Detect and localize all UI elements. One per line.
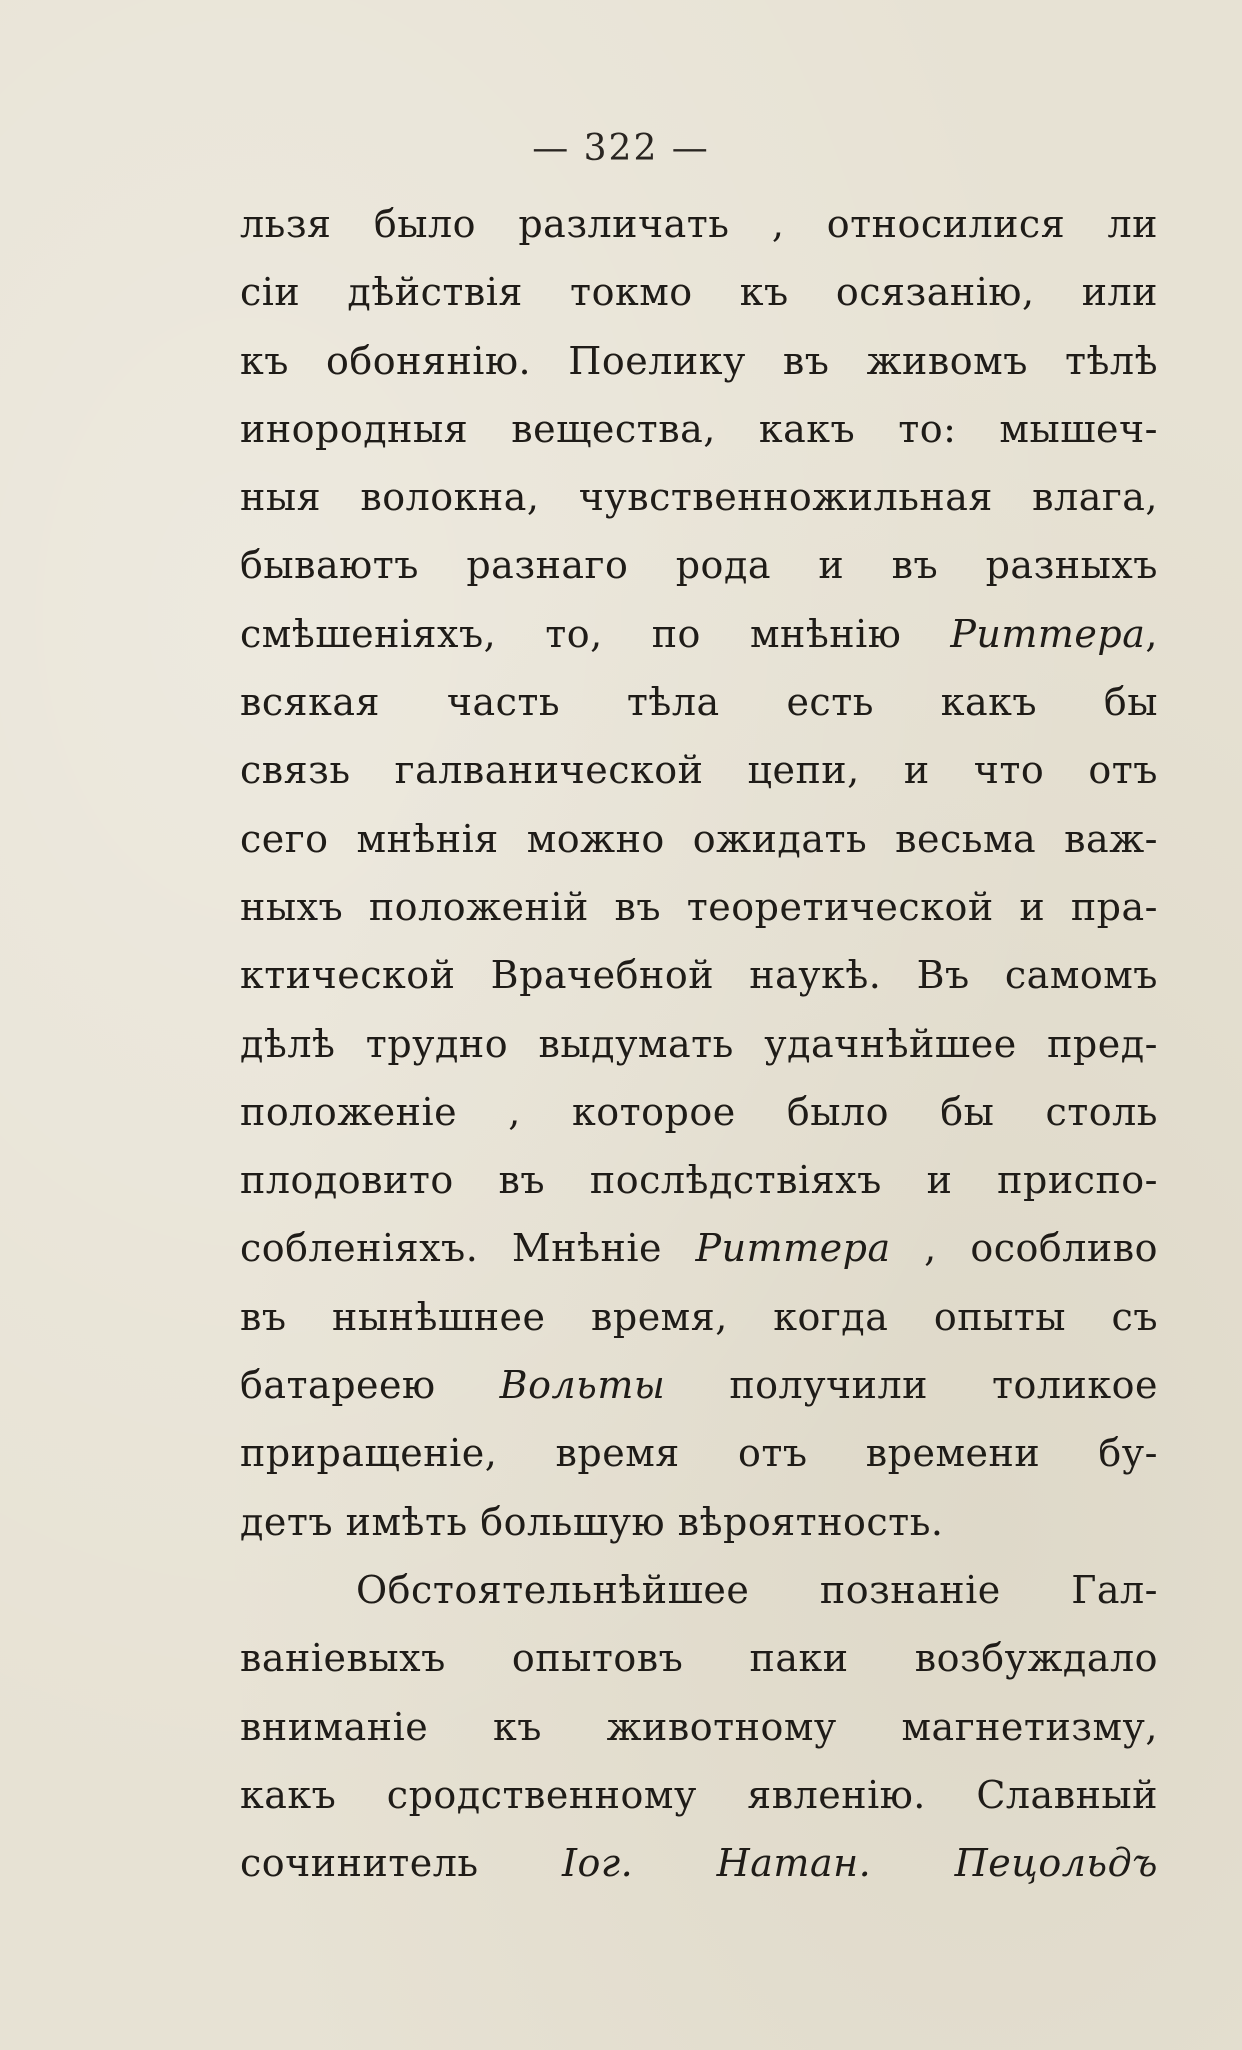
text-line (240, 1488, 1158, 1556)
text-line (240, 1146, 1158, 1214)
text-segment: ктической Врачебной наукѣ. Въ самомъ (240, 953, 1158, 998)
italic-name: Пецольдъ (954, 1841, 1158, 1886)
italic-name: Натан. (716, 1841, 872, 1886)
text-line (240, 1010, 1158, 1078)
text-segment: бываютъ разнаго рода и въ разныхъ (240, 543, 1158, 588)
text-segment: сочинитель (240, 1841, 563, 1886)
text-line (240, 531, 1158, 599)
text-segment: вниманіе къ животному магнетизму, (240, 1704, 1158, 1749)
text-line (240, 736, 1158, 804)
text-line (240, 1283, 1158, 1351)
text-segment: собленіяхъ. Мнѣніе (240, 1226, 696, 1271)
text-segment (871, 1841, 954, 1885)
text-line (240, 873, 1158, 941)
text-line (240, 600, 1158, 668)
italic-name: Риттера (695, 1226, 891, 1271)
text-segment: детъ имѣть большую вѣроятность. (240, 1499, 944, 1544)
text-line (240, 190, 1158, 258)
text-line (240, 258, 1158, 326)
text-line (240, 1556, 1158, 1624)
text-segment (633, 1841, 716, 1885)
text-segment: положеніе , которое было бы столь (240, 1089, 1158, 1134)
text-segment: льзя было различать , относилися ли (240, 202, 1158, 246)
page-number: — 322 — (532, 128, 710, 169)
text-segment: ваніевыхъ опытовъ паки возбуждало (240, 1636, 1158, 1681)
text-segment: сіи дѣйствія токмо къ осязанію, или (240, 270, 1158, 315)
text-line (240, 1078, 1158, 1146)
text-segment: какъ сродственному явленію. Славный (240, 1772, 1158, 1817)
text-line (240, 1829, 1158, 1897)
text-line (240, 1761, 1158, 1829)
text-line (240, 1419, 1158, 1487)
text-segment: сего мнѣнія можно ожидать весьма важ- (240, 816, 1158, 861)
text-segment: смѣшеніяхъ, то, по мнѣнію (240, 611, 951, 656)
body-text (240, 190, 1158, 1897)
text-segment: получили толикое (665, 1363, 1158, 1408)
text-segment: плодовито въ послѣдствіяхъ и приспо- (240, 1158, 1158, 1203)
text-segment: приращеніе, время отъ времени бу- (240, 1431, 1158, 1476)
italic-name: Іог. (562, 1841, 634, 1886)
text-segment: связь галванической цепи, и что отъ (240, 748, 1158, 793)
text-line (240, 1693, 1158, 1761)
text-segment: ныхъ положеній въ теоретической и пра- (240, 884, 1158, 929)
text-segment: , (1145, 611, 1158, 656)
text-line (240, 805, 1158, 873)
text-line (240, 1214, 1158, 1282)
text-segment: батареею (240, 1363, 500, 1408)
text-segment: ныя волокна, чувственножильная влага, (240, 475, 1158, 520)
text-segment: дѣлѣ трудно выдумать удачнѣйшее пред- (240, 1021, 1158, 1066)
text-line (240, 1351, 1158, 1419)
text-segment: инородныя вещества, какъ то: мышеч- (240, 406, 1158, 451)
text-line (240, 941, 1158, 1009)
text-segment: , особливо (890, 1226, 1158, 1271)
italic-name: Риттера (950, 611, 1146, 656)
text-line (240, 463, 1158, 531)
text-line (240, 327, 1158, 395)
text-line (240, 395, 1158, 463)
text-segment: Обстоятельнѣйшее познаніе Гал- (356, 1567, 1158, 1612)
italic-name: Вольты (499, 1363, 666, 1408)
text-segment: въ нынѣшнее время, когда опыты съ (240, 1294, 1158, 1339)
text-segment: къ обонянію. Поелику въ живомъ тѣлѣ (240, 338, 1158, 383)
text-line (240, 1624, 1158, 1692)
text-segment: всякая часть тѣла есть какъ бы (240, 680, 1158, 725)
text-line (240, 668, 1158, 736)
